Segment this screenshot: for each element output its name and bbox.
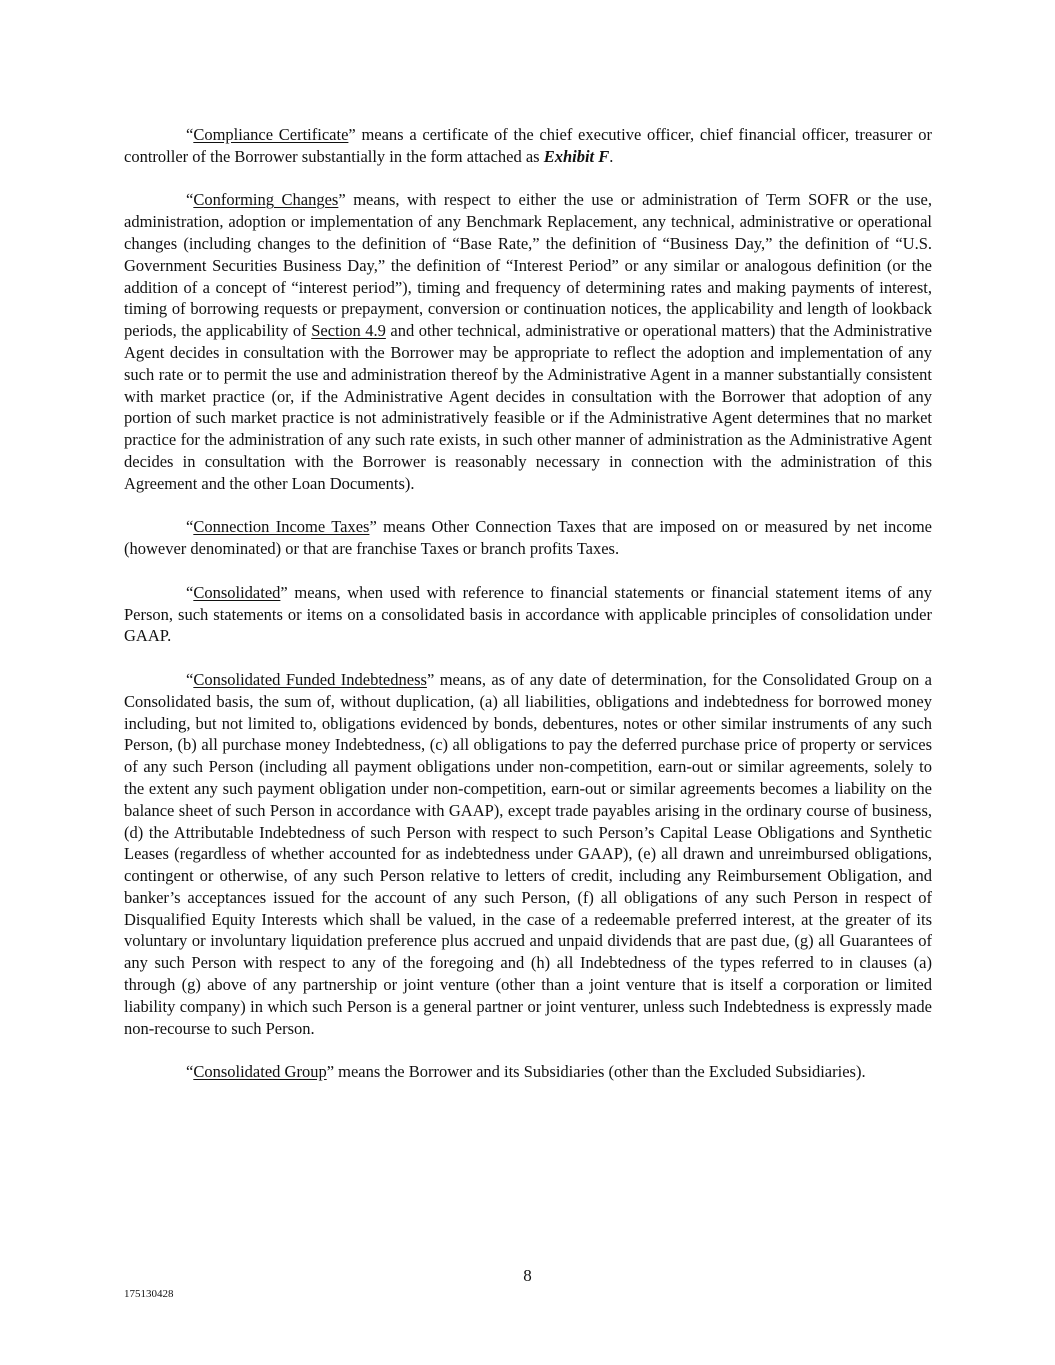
open-quote: “: [186, 517, 194, 537]
defined-term: Consolidated Funded Indebtedness: [193, 669, 427, 689]
definition-text: ” means Other Connection Taxes that are imposed on or measured by net income (however denominated) or that are franchise Taxes or branch profits Taxes.: [124, 517, 933, 559]
open-quote: “: [186, 669, 194, 689]
open-quote: “: [186, 190, 194, 210]
definition-text: ” means, when used with reference to financial statements or financial statement items of any Person, such statements or items on a consolidated basis in accordance with applicable principles of consolidation under GAAP.: [124, 582, 932, 646]
definition-consolidated: [124, 582, 932, 647]
definition-consolidated-group: [124, 1061, 932, 1083]
defined-term: Conforming Changes: [193, 190, 339, 210]
definition-text: ” means, as of any date of determination, for the Consolidated Group on a Consolidated basis, the sum of, without duplication, (a) all liabilities, obligations and indebtedness for borrowed money including, but not limited to, obligations evidenced by bonds, debentures, notes or other similar instruments of any such Person, (b) all purchase money Indebtedness, (c) all obligations to pay the deferred purchase price of property or services of any such Person (including all payment obligations under non-competition, earn-out or similar agreements, solely to the extent any such payment obligation under non-competition, earn-out or similar agreements becomes a liability on the balance sheet of such Person in accordance with GAAP), except trade payables arising in the ordinary course of business, (d) the Attributable Indebtedness of such Person with respect to such Person’s Capital Lease Obligations and Synthetic Leases (regardless of whether accounted for as indebtedness under GAAP), (e) all drawn and unreimbursed obligations, contingent or otherwise, of any such Person relative to letters of credit, including any Reimbursement Obligation, and banker’s acceptances issued for the account of any such Person, (f) all obligations of any such Person in respect of Disqualified Equity Interests which shall be valued, in the case of a redeemable preferred interest, at the greater of its voluntary or involuntary liquidation preference plus accrued and unpaid dividends that are past due, (g) all Guarantees of any such Person with respect to any of the foregoing and (h) all Indebtedness of the types referred to in clauses (a) through (g) above of any partnership or joint venture (other than a joint venture that is itself a corporation or limited liability company) in which such Person is a general partner or joint venturer, unless such Indebtedness is expressly made non-recourse to such Person.: [124, 669, 933, 1038]
open-quote: “: [186, 582, 194, 602]
open-quote: “: [186, 1062, 194, 1082]
defined-term: Compliance Certificate: [193, 125, 349, 144]
definition-text: ” means the Borrower and its Subsidiaries (other than the Excluded Subsidiaries).: [326, 1062, 866, 1082]
definition-text-end: .: [609, 146, 614, 166]
defined-term: Connection Income Taxes: [193, 517, 370, 537]
exhibit-reference: Exhibit F: [543, 146, 610, 166]
definition-text: ” means, with respect to either the use or administration of Term SOFR or the use, administration, adoption or implementation of any Benchmark Replacement, any technical, administrative or operational changes (including changes to the definition of “Base Rate,” the definition of “Business Day,” the definition of “U.S. Government Securities Business Day,” the definition of “Interest Period” or any similar or analogous definition (or the addition of a concept of “interest period”), timing and frequency of determining rates and making payments of interest, timing of borrowing requests or prepayment, conversion or continuation notices, the applicability and length of lookback periods, the applicability of: [124, 190, 932, 341]
defined-term: Consolidated Group: [193, 1062, 327, 1082]
definition-consolidated-funded-indebtedness: [124, 669, 932, 1040]
definition-conforming-changes: [124, 189, 932, 494]
definition-connection-income-taxes: [124, 516, 932, 560]
document-id: 175130428: [124, 1288, 174, 1300]
open-quote: “: [186, 125, 194, 144]
defined-term: Consolidated: [193, 582, 281, 602]
definition-text: ” means a certificate of the chief executive officer, chief financial officer, treasurer or controller of the Borrower substantially in the form attached as: [124, 125, 932, 166]
definition-compliance-certificate: [124, 124, 932, 168]
document-page: [124, 124, 932, 1105]
definition-text-end: and other technical, administrative or operational matters) that the Administrative Agent decides in consultation with the Borrower may be appropriate to reflect the adoption and implementation of any such rate or to permit the use and administration thereof by the Administrative Agent in a manner substantially consistent with market practice (or, if the Administrative Agent decides in consultation with the Borrower that adoption of any portion of such market practice is not administratively feasible or if the Administrative Agent determines that no market practice for the administration of any such rate exists, in such other manner of administration as the Administrative Agent decides in consultation with the Borrower is reasonably necessary in connection with the administration of this Agreement and the other Loan Documents).: [124, 321, 932, 493]
page-number: 8: [523, 1266, 532, 1285]
section-reference: Section 4.9: [311, 321, 386, 341]
